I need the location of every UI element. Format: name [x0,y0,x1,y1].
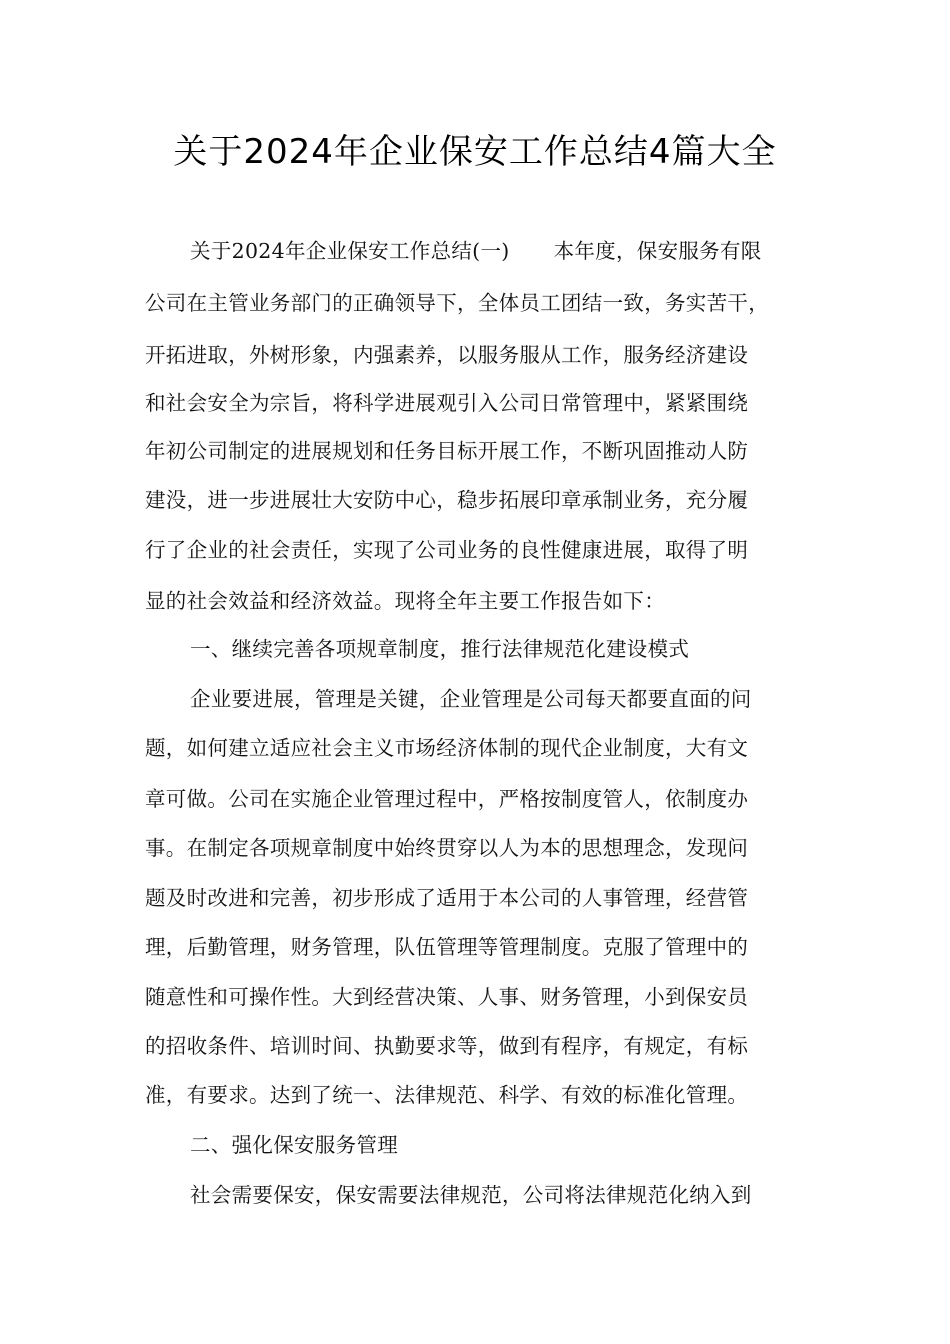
paragraph-text: 本年度，保安服务有限 [553,239,762,263]
paragraph-line: 开拓进取，外树形象，内强素养，以服务服从工作，服务经济建设 [145,343,749,367]
section-heading-2: 二、强化保安服务管理 [190,1133,398,1157]
paragraph-line: 和社会安全为宗旨，将科学进展观引入公司日常管理中，紧紧围绕 [145,391,749,415]
paragraph-line: 题及时改进和完善，初步形成了适用于本公司的人事管理，经营管 [145,886,749,910]
paragraph-line: 题，如何建立适应社会主义市场经济体制的现代企业制度，大有文 [145,736,749,760]
document-title: 关于2024年企业保安工作总结4篇大全 [173,132,777,172]
paragraph-line: 社会需要保安，保安需要法律规范，公司将法律规范化纳入到 [190,1183,752,1207]
paragraph-line: 章可做。公司在实施企业管理过程中，严格按制度管人，依制度办 [145,787,749,811]
paragraph-line: 行了企业的社会责任，实现了公司业务的良性健康进展，取得了明 [145,538,749,562]
paragraph-line: 随意性和可操作性。大到经营决策、人事、财务管理，小到保安员 [145,985,749,1009]
paragraph-line: 年初公司制定的进展规划和任务目标开展工作，不断巩固推动人防 [145,439,749,463]
paragraph-line: 理，后勤管理，财务管理，队伍管理等管理制度。克服了管理中的 [145,935,749,959]
paragraph-line: 的招收条件、培训时间、执勤要求等，做到有程序，有规定，有标 [145,1034,749,1058]
intro-label: 关于2024年企业保安工作总结(一) [190,239,510,263]
paragraph-line: 企业要进展，管理是关键，企业管理是公司每天都要直面的问 [190,687,752,711]
paragraph-line: 显的社会效益和经济效益。现将全年主要工作报告如下： [145,589,665,613]
paragraph-line: 准，有要求。达到了统一、法律规范、科学、有效的标准化管理。 [145,1083,749,1107]
section-heading-1: 一、继续完善各项规章制度，推行法律规范化建设模式 [190,637,690,661]
paragraph-line: 建没，进一步进展壮大安防中心，稳步拓展印章承制业务，充分履 [145,488,749,512]
paragraph-line: 事。在制定各项规章制度中始终贯穿以人为本的思想理念，发现问 [145,836,749,860]
paragraph-line [190,236,762,266]
paragraph-line: 公司在主管业务部门的正确领导下，全体员工团结一致，务实苦干， [145,291,769,315]
